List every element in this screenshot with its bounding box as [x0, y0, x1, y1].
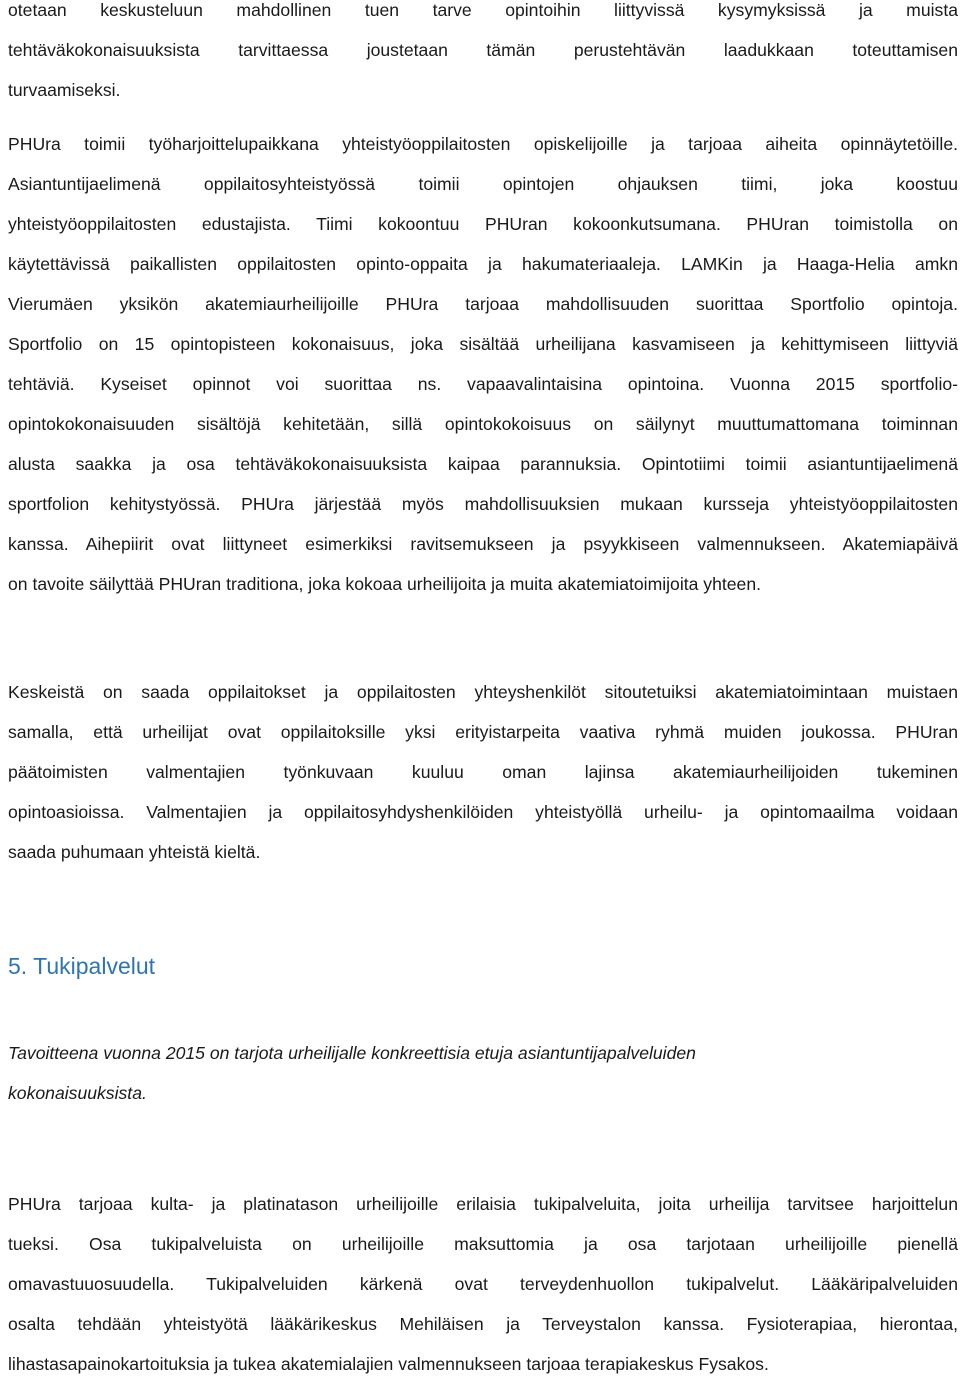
text-line: päätoimisten valmentajien työnkuvaan kuuluu oman lajinsa akatemiaurheilijoiden tukeminen: [8, 762, 958, 782]
paragraph-2: [8, 124, 958, 604]
text-line: alusta saakka ja osa tehtäväkokonaisuuksista kaipaa parannuksia. Opintotiimi toimii asiantuntijaelimenä: [8, 454, 958, 474]
text-line: opintoasioissa. Valmentajien ja oppilaitosyhdyshenkilöiden yhteistyöllä urheilu- ja opintomaailma voidaan: [8, 802, 958, 822]
text-line: omavastuuosuudella. Tukipalveluiden kärkenä ovat terveydenhuollon tukipalvelut. Lääkäripalveluiden: [8, 1274, 958, 1294]
text-line: saada puhumaan yhteistä kieltä.: [8, 842, 261, 862]
paragraph-1: [8, 0, 958, 110]
text-line: tehtäväkokonaisuuksista tarvittaessa joustetaan tämän perustehtävän laadukkaan toteuttamisen: [8, 40, 958, 60]
text-line: yhteistyöoppilaitosten edustajista. Tiimi kokoontuu PHUran kokoonkutsumana. PHUran toimistolla on: [8, 214, 958, 234]
goal-paragraph: [8, 1033, 958, 1113]
text-line: samalla, että urheilijat ovat oppilaitoksille yksi erityistarpeita vaativa ryhmä muiden joukossa. PHUran: [8, 722, 958, 742]
text-line: kanssa. Aihepiirit ovat liittyneet esimerkiksi ravitsemukseen ja psyykkiseen valmennukseen. Akatemiapäivä: [8, 534, 958, 554]
text-line: Keskeistä on saada oppilaitokset ja oppilaitosten yhteyshenkilöt sitoutetuiksi akatemiatoimintaan muistaen: [8, 682, 958, 702]
text-line: käytettävissä paikallisten oppilaitosten opinto-oppaita ja hakumateriaaleja. LAMKin ja Haaga-Helia amkn: [8, 254, 958, 274]
text-line: on tavoite säilyttää PHUran traditiona, joka kokoaa urheilijoita ja muita akatemiatoimijoita yhteen.: [8, 574, 762, 594]
paragraph-3: [8, 672, 958, 872]
section-heading: 5. Tukipalvelut: [8, 953, 156, 979]
text-line: turvaamiseksi.: [8, 80, 121, 100]
text-line: PHUra toimii työharjoittelupaikkana yhteistyöoppilaitosten opiskelijoille ja tarjoaa aiheita opinnäytetöille.: [8, 134, 958, 154]
text-line: Asiantuntijaelimenä oppilaitosyhteistyössä toimii opintojen ohjauksen tiimi, joka koostuu: [8, 174, 958, 194]
text-line: lihastasapainokartoituksia ja tukea akatemialajien valmennukseen tarjoaa terapiakeskus Fysakos.: [8, 1354, 769, 1374]
text-line: opintokokonaisuuden sisältöjä kehitetään, sillä opintokokoisuus on säilynyt muuttumattomana toiminnan: [8, 414, 958, 434]
text-line: PHUra tarjoaa kulta- ja platinatason urheilijoille erilaisia tukipalveluita, joita urheilija tarvitsee harjoittelun: [8, 1194, 958, 1214]
text-line: tehtäviä. Kyseiset opinnot voi suorittaa ns. vapaavalintaisina opintoina. Vuonna 2015 sportfolio-: [8, 374, 958, 394]
text-line: osalta tehdään yhteistyötä lääkärikeskus Mehiläisen ja Terveystalon kanssa. Fysioterapiaa, hierontaa,: [8, 1314, 958, 1334]
text-line: sportfolion kehitystyössä. PHUra järjestää myös mahdollisuuksien mukaan kursseja yhteistyöoppilaitosten: [8, 494, 958, 514]
text-line: kokonaisuuksista.: [8, 1083, 147, 1103]
text-line: Sportfolio on 15 opintopisteen kokonaisuus, joka sisältää urheilijana kasvamiseen ja kehittymiseen liittyviä: [8, 334, 958, 354]
paragraph-4: [8, 1184, 958, 1384]
text-line: tueksi. Osa tukipalveluista on urheilijoille maksuttomia ja osa tarjotaan urheilijoille pienellä: [8, 1234, 958, 1254]
text-line: otetaan keskusteluun mahdollinen tuen tarve opintoihin liittyvissä kysymyksissä ja muista: [8, 0, 958, 20]
text-line: Tavoitteena vuonna 2015 on tarjota urheilijalle konkreettisia etuja asiantuntijapalveluiden: [8, 1043, 696, 1063]
text-line: Vierumäen yksikön akatemiaurheilijoille PHUra tarjoaa mahdollisuuden suorittaa Sportfolio opintoja.: [8, 294, 958, 314]
